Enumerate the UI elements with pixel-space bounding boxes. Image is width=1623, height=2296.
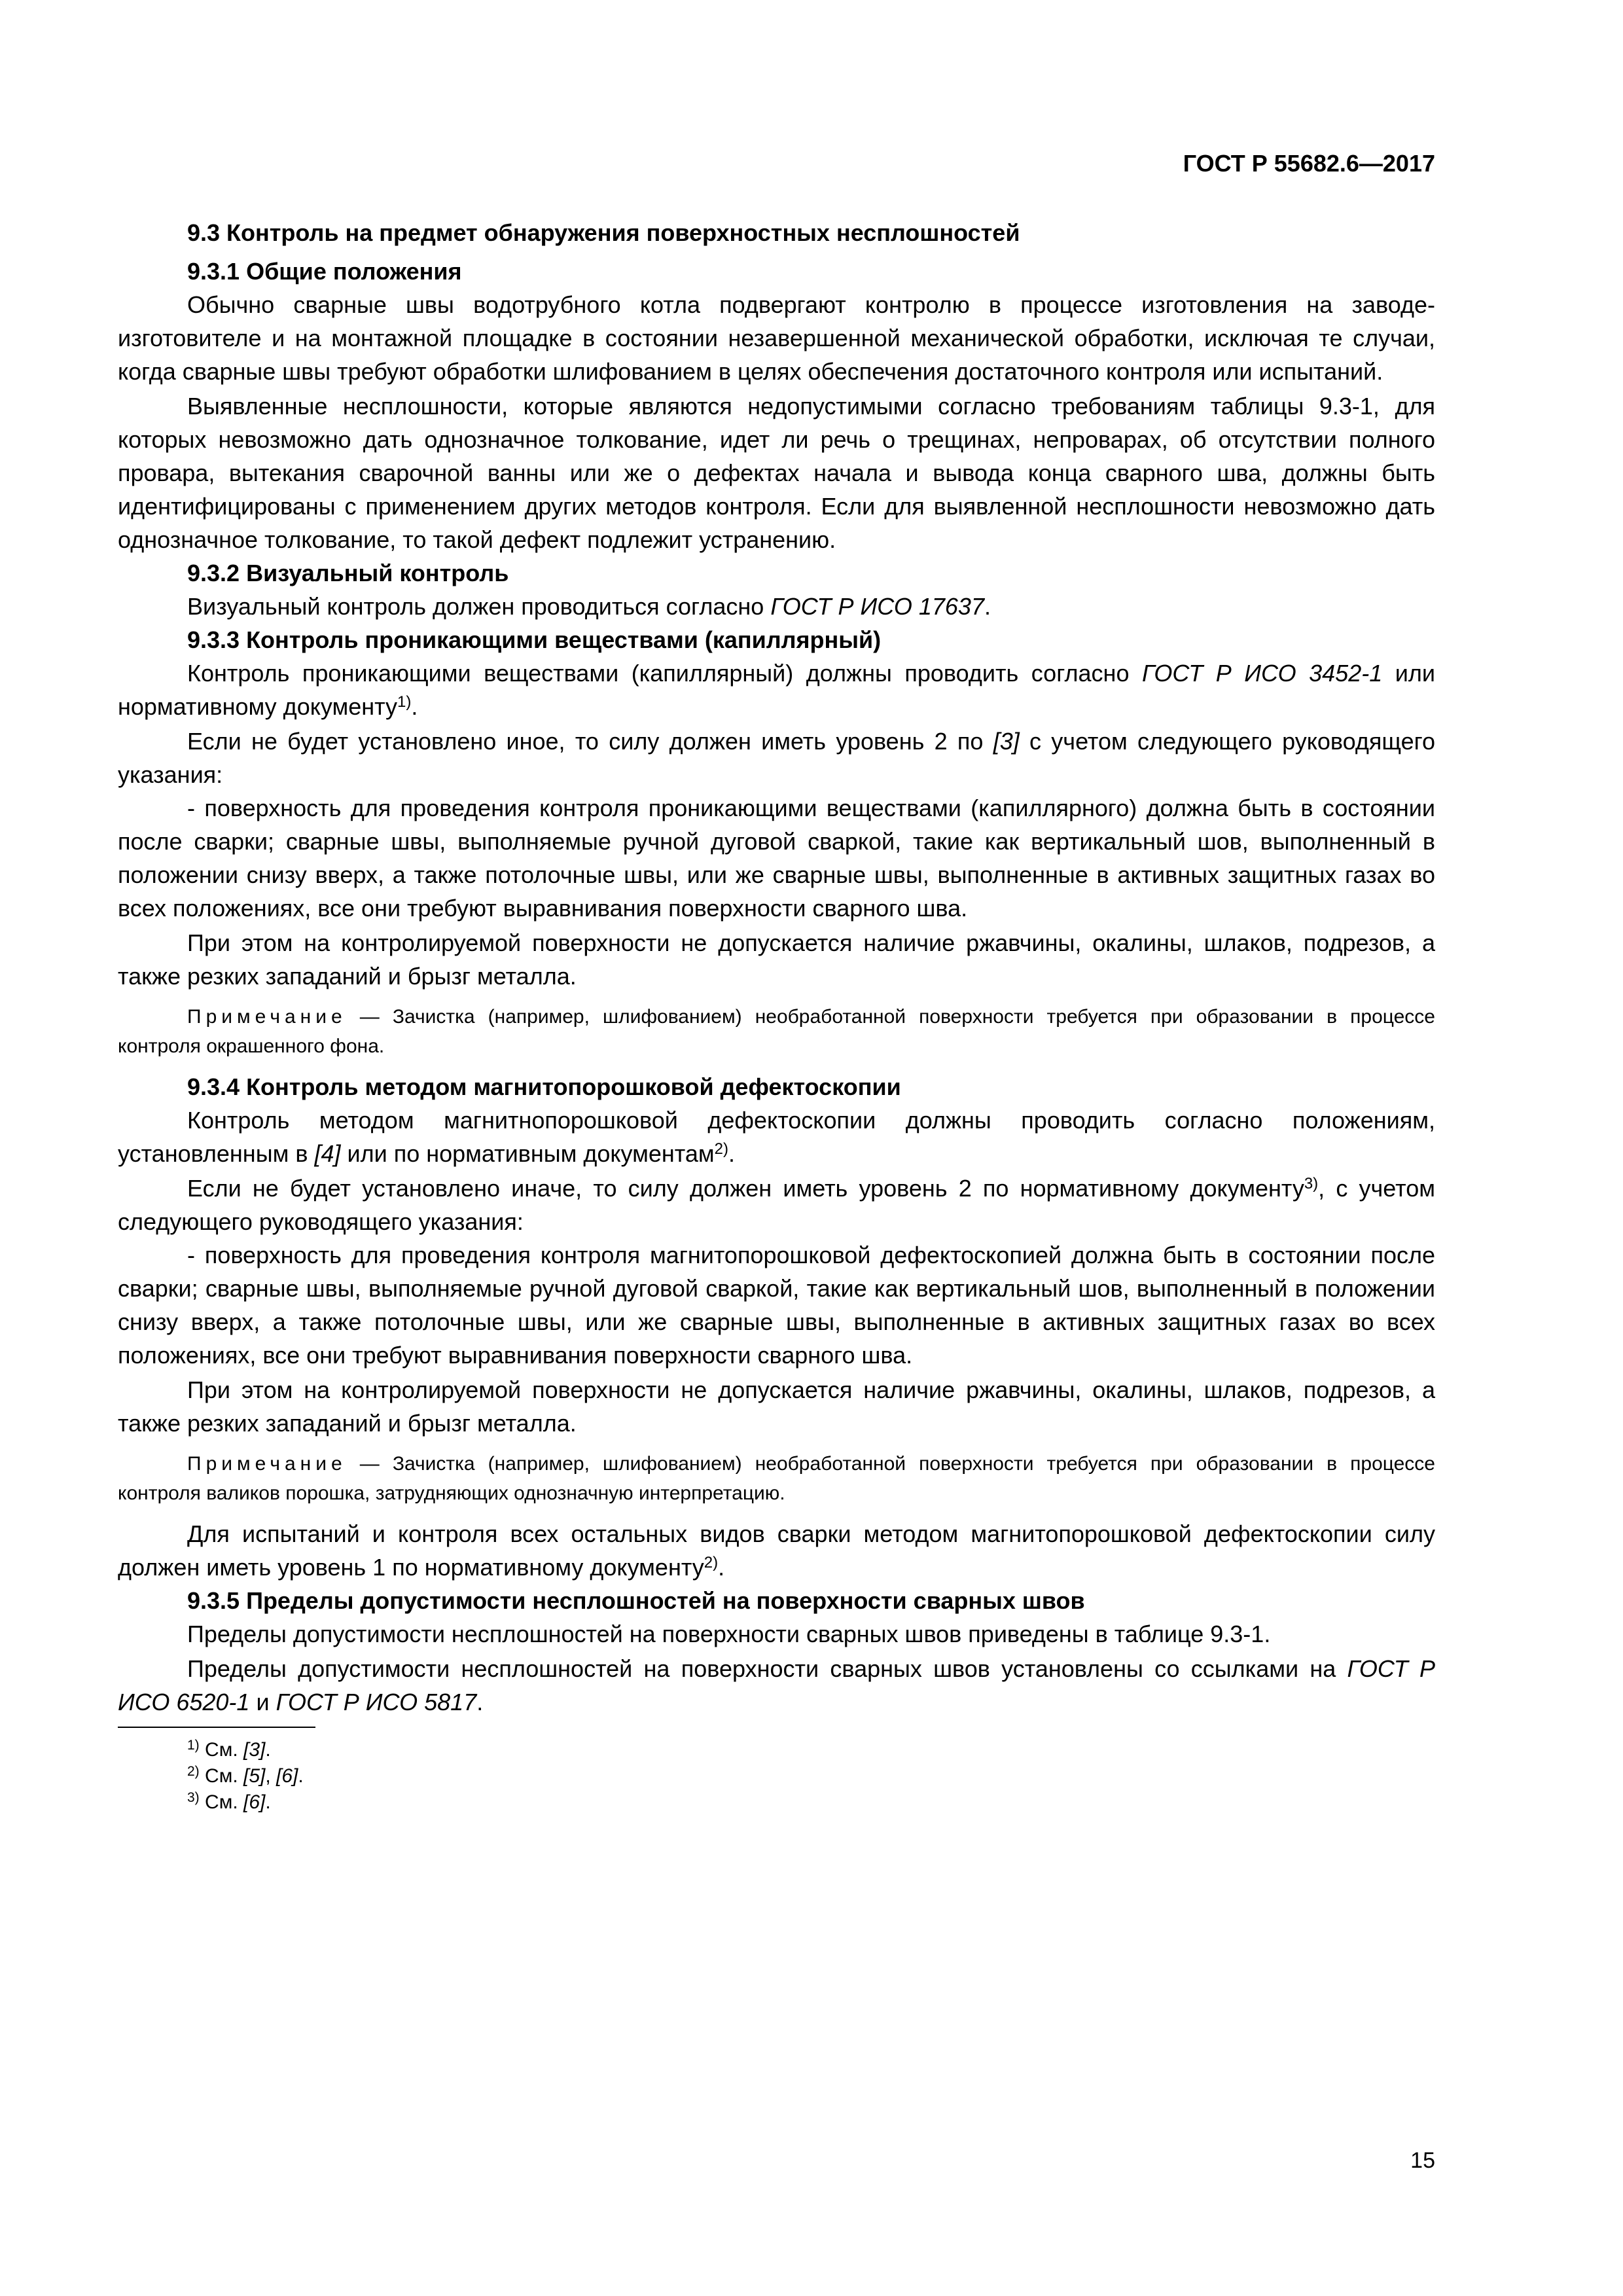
bibliography-reference: [3] <box>993 728 1020 755</box>
paragraph: Если не будет установлено иное, то силу должен иметь уровень 2 по [3] с учетом следующего руководящего указания: <box>118 728 1435 788</box>
paragraph: Контроль проникающими веществами (капиллярный) должны проводить согласно ГОСТ Р ИСО 3452-1 или нормативному документу$^{1)}$. <box>118 660 1435 720</box>
section-9-3-4-heading: 9.3.4 Контроль методом магнитопорошковой дефектоскопии <box>187 1073 901 1100</box>
section-9-3-5-heading: 9.3.5 Пределы допустимости несплошностей на поверхности сварных швов <box>187 1587 1085 1614</box>
footnote-marker: 2) <box>714 1140 728 1158</box>
footnote-separator <box>118 1727 315 1728</box>
section-9-3-1-heading: 9.3.1 Общие положения <box>187 258 462 285</box>
paragraph: - поверхность для проведения контроля магнитопорошковой дефектоскопией должна быть в состоянии после сварки; сварные швы, выполняемые ручной дуговой сваркой, такие как вертикальный шов, выполненный в положении снизу вверх, а также потолочные швы, или же сварные швы, выполненные в активных защитных газах во всех положениях, все они требуют выравнивания поверхности сварного шва. <box>118 1242 1435 1369</box>
bibliography-reference: [4] <box>314 1140 341 1167</box>
footnote: $^{1)}$ См. [3]. <box>187 1738 271 1761</box>
paragraph: При этом на контролируемой поверхности не допускается наличие ржавчины, окалины, шлаков, подрезов, а также резких западаний и брызг металла. <box>118 929 1435 990</box>
footnote: $^{3)}$ См. [6]. <box>187 1790 271 1813</box>
footnote: $^{2)}$ См. [5], [6]. <box>187 1764 304 1787</box>
note-label: Примечание <box>187 1006 347 1028</box>
paragraph: Выявленные несплошности, которые являются недопустимыми согласно требованиям таблицы 9.3-1, для которых невозможно дать однозначное толкование, идет ли речь о трещинах, непроварах, об отсутствии полного провара, вытекания сварочной ванны или же о дефектах начала и вывода конца сварного шва, должны быть идентифицированы с применением других методов контроля. Если для выявленной несплошности невозможно дать однозначное толкование, то такой дефект подлежит устранению. <box>118 393 1435 553</box>
paragraph: Визуальный контроль должен проводиться согласно ГОСТ Р ИСО 17637. <box>187 593 991 620</box>
note: Примечание — Зачистка (например, шлифованием) необработанной поверхности требуется при образовании в процессе контроля окрашенного фона. <box>118 1006 1435 1057</box>
section-9-3-2-heading: 9.3.2 Визуальный контроль <box>187 560 509 586</box>
standard-reference: ГОСТ Р ИСО 3452-1 <box>1142 660 1383 687</box>
paragraph: Обычно сварные швы водотрубного котла подвергают контролю в процессе изготовления на заводе-изготовителе и на монтажной площадке в состоянии незавершенной механической обработки, исключая те случаи, когда сварные швы требуют обработки шлифованием в целях обеспечения достаточного контроля или испытаний. <box>118 291 1435 385</box>
paragraph: Контроль методом магнитнопорошковой дефектоскопии должны проводить согласно положениям, установленным в [4] или по нормативным документам$^{2)}$. <box>118 1107 1435 1167</box>
paragraph: Пределы допустимости несплошностей на поверхности сварных швов установлены со ссылками на ГОСТ Р ИСО 6520-1 и ГОСТ Р ИСО 5817. <box>118 1655 1435 1715</box>
page-number: 15 <box>1410 2148 1435 2173</box>
standard-reference: ГОСТ Р ИСО 5817 <box>276 1689 477 1715</box>
paragraph: - поверхность для проведения контроля проникающими веществами (капиллярного) должна быть в состоянии после сварки; сварные швы, выполняемые ручной дуговой сваркой, такие как вертикальный шов, выполненный в положении снизу вверх, а также потолочные швы, или же сварные швы, выполненные в активных защитных газах во всех положениях, все они требуют выравнивания поверхности сварного шва. <box>118 795 1435 922</box>
document-id-header: ГОСТ Р 55682.6—2017 <box>1183 150 1435 177</box>
section-9-3-3-heading: 9.3.3 Контроль проникающими веществами (капиллярный) <box>187 626 882 653</box>
note: Примечание — Зачистка (например, шлифованием) необработанной поверхности требуется при образовании в процессе контроля валиков порошка, затрудняющих однозначную интерпретацию. <box>118 1453 1435 1504</box>
standard-reference: ГОСТ Р ИСО 6520-1 <box>118 1655 1435 1715</box>
footnote-marker: 2) <box>704 1554 719 1571</box>
footnote-marker: 1) <box>397 693 412 711</box>
paragraph: При этом на контролируемой поверхности не допускается наличие ржавчины, окалины, шлаков, подрезов, а также резких западаний и брызг металла. <box>118 1376 1435 1437</box>
footnote-marker: 3) <box>1304 1175 1319 1193</box>
paragraph: Если не будет установлено иначе, то силу должен иметь уровень 2 по нормативному документу$^{3)}$, с учетом следующего руководящего указания: <box>118 1175 1435 1235</box>
paragraph: Пределы допустимости несплошностей на поверхности сварных швов приведены в таблице 9.3-1. <box>187 1621 1271 1647</box>
section-9-3-heading: 9.3 Контроль на предмет обнаружения поверхностных несплошностей <box>187 219 1020 246</box>
page-body <box>118 216 1435 1816</box>
standard-reference: ГОСТ Р ИСО 17637 <box>770 593 984 620</box>
note-label: Примечание <box>187 1453 347 1475</box>
paragraph: Для испытаний и контроля всех остальных видов сварки методом магнитопорошковой дефектоскопии силу должен иметь уровень 1 по нормативному документу$^{2)}$. <box>118 1520 1435 1581</box>
